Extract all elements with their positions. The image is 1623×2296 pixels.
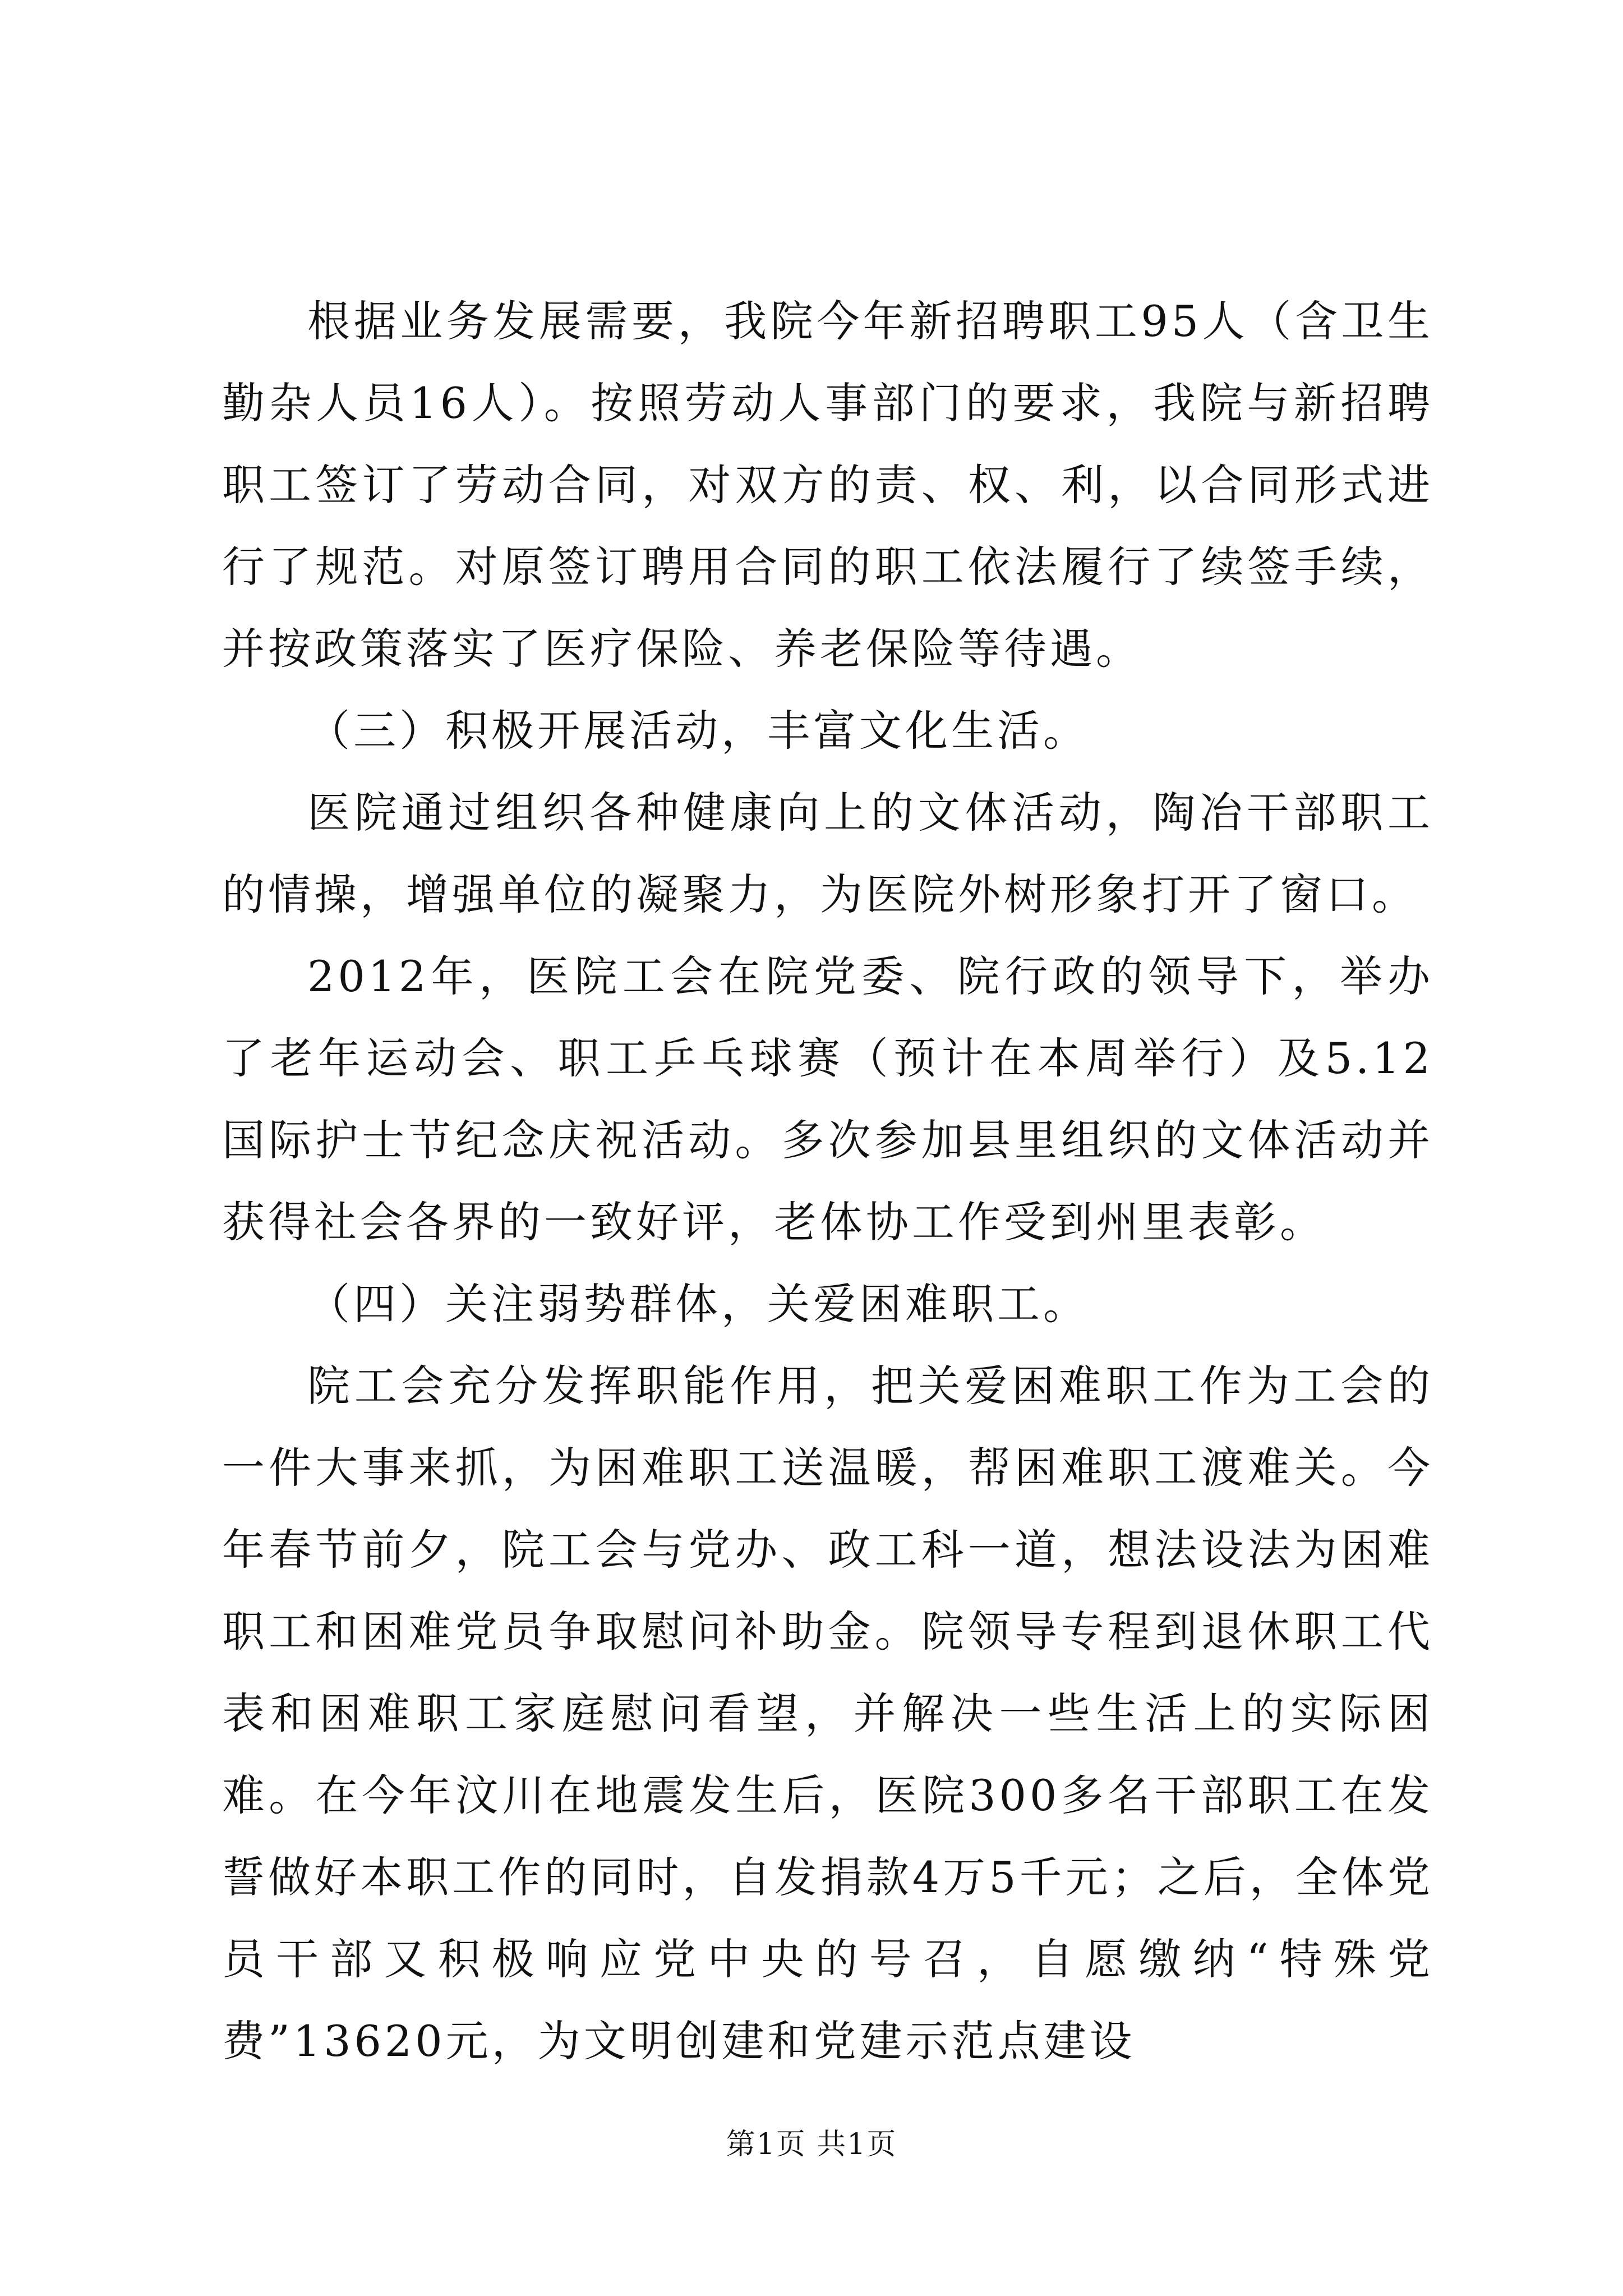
paragraph-care-staff: 院工会充分发挥职能作用，把关爱困难职工作为工会的一件大事来抓，为困难职工送温暖，帮困难职工渡难关。今年春节前夕，院工会与党办、政工科一道，想法设法为困难职工和困难党员争取慰问补助金。院领导专程到退休职工代表和困难职工家庭慰问看望，并解决一些生活上的实际困难。在今年汶川在地震发生后，医院300多名干部职工在发誓做好本职工作的同时，自发捐款4万5千元；之后，全体党员干部又积极响应党中央的号召，自愿缴纳“特殊党费”13620元，为文明创建和党建示范点建设 <box>222 1361 1433 2066</box>
section-heading-three: （三）积极开展活动，丰富文化生活。 <box>307 706 1089 756</box>
paragraph-contract: 根据业务发展需要，我院今年新招聘职工95人（含卫生勤杂人员16人）。按照劳动人事部门的要求，我院与新招聘职工签订了劳动合同，对双方的责、权、利，以合同形式进行了规范。对原签订聘用合同的职工依法履行了续签手续，并按政策落实了医疗保险、养老保险等待遇。 <box>222 296 1433 674</box>
paragraph-2012-activities: 2012年，医院工会在院党委、院行政的领导下，举办了老年运动会、职工乒乓球赛（预计在本周举行）及5.12国际护士节纪念庆祝活动。多次参加县里组织的文体活动并获得社会各界的一致好评，老体协工作受到州里表彰。 <box>222 951 1433 1247</box>
page-footer: 第1页 共1页 <box>726 2128 897 2161</box>
paragraph-culture: 医院通过组织各种健康向上的文体活动，陶冶干部职工的情操，增强单位的凝聚力，为医院外树形象打开了窗口。 <box>222 788 1433 919</box>
document-body <box>222 280 1433 2082</box>
section-heading-four: （四）关注弱势群体，关爱困难职工。 <box>307 1279 1089 1329</box>
